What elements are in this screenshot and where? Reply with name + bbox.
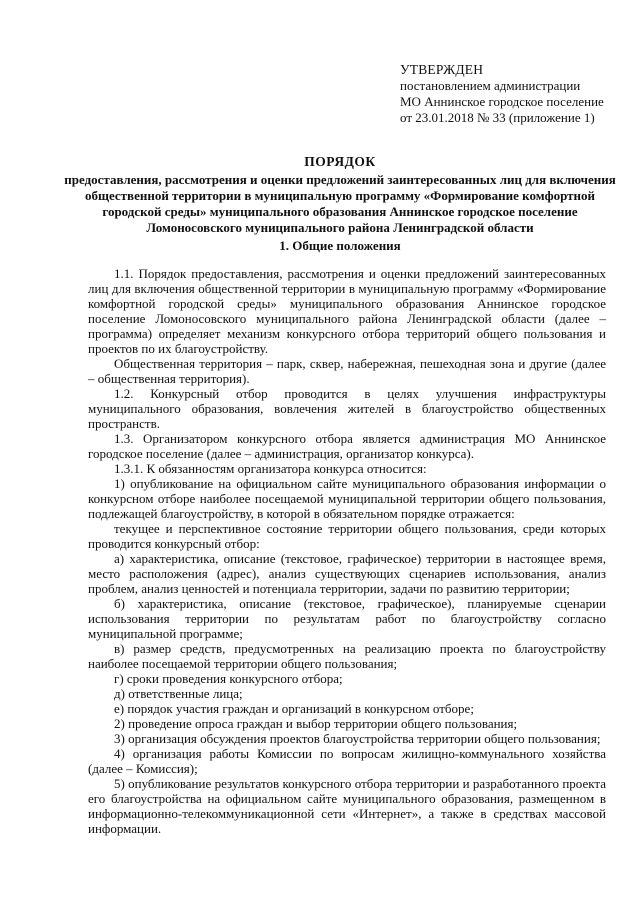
paragraph: д) ответственные лица; bbox=[114, 686, 243, 701]
approval-heading: УТВЕРЖДЕН bbox=[400, 62, 484, 77]
paragraph: б) характеристика, описание (текстовое, графическое), планируемые сценарии использования территории по результатам работ по благоустройству согласно муниципальной программе; bbox=[88, 596, 606, 641]
paragraph: 1.3. Организатором конкурсного отбора является администрация МО Аннинское городское поселение (далее – администрация, организатор конкурса). bbox=[88, 431, 606, 461]
approval-line-3: от 23.01.2018 № 33 (приложение 1) bbox=[400, 110, 595, 125]
paragraph: 1.1. Порядок предоставления, рассмотрения и оценки предложений заинтересованных лиц для включения общественной территории в муниципальную программу «Формирование комфортной городской среды» муниципального образования Аннинское городское поселение Ломоносовского муниципального района Ленинградской области (далее – программа) определяет механизм конкурсного отбора территорий общего пользования и проектов по их благоустройству. bbox=[88, 266, 606, 356]
paragraph: в) размер средств, предусмотренных на реализацию проекта по благоустройству наиболее посещаемой территории общего пользования; bbox=[88, 641, 606, 671]
paragraph: е) порядок участия граждан и организаций в конкурсном отборе; bbox=[114, 701, 474, 716]
document-subtitle: предоставления, рассмотрения и оценки предложений заинтересованных лиц для включения общественной территории в муниципальную программу «Формирование комфортной городской среды» муниципального образования Аннинское городское поселение Ломоносовского муниципального района Ленинградской области bbox=[64, 172, 616, 235]
paragraph: 4) организация работы Комиссии по вопросам жилищно-коммунального хозяйства (далее – Комиссия); bbox=[88, 746, 606, 776]
approval-line-1: постановлением администрации bbox=[400, 78, 581, 93]
approval-stamp bbox=[400, 62, 632, 126]
paragraph: г) сроки проведения конкурсного отбора; bbox=[114, 671, 343, 686]
paragraph: 1.3.1. К обязанностям организатора конкурса относится: bbox=[114, 461, 427, 476]
paragraph: 3) организация обсуждения проектов благоустройства территории общего пользования; bbox=[114, 731, 601, 746]
paragraph: 1.2. Конкурсный отбор проводится в целях улучшения инфраструктуры муниципального образования, вовлечения жителей в благоустройство общественных пространств. bbox=[88, 386, 606, 431]
section-title: 1. Общие положения bbox=[279, 238, 401, 253]
paragraph: 1) опубликование на официальном сайте муниципального образования информации о конкурсном отборе наиболее посещаемой муниципальной территории общего пользования, подлежащей благоустройству, в которой в обязательном порядке отражается: bbox=[88, 476, 606, 521]
approval-line-2: МО Аннинское городское поселение bbox=[400, 94, 604, 109]
document-title-block bbox=[60, 154, 620, 236]
document-heading: ПОРЯДОК bbox=[304, 154, 376, 169]
paragraph: Общественная территория – парк, сквер, набережная, пешеходная зона и другие (далее – общественная территория). bbox=[88, 356, 606, 386]
paragraph: а) характеристика, описание (текстовое, графическое) территории в настоящее время, место расположения (адрес), анализ существующих сценариев использования, анализ проблем, анализ ценностей и потенциала территории, задачи по развитию территории; bbox=[88, 551, 606, 596]
paragraph: 2) проведение опроса граждан и выбор территории общего пользования; bbox=[114, 716, 518, 731]
paragraph: текущее и перспективное состояние территории общего пользования, среди которых проводится конкурсный отбор: bbox=[88, 521, 606, 551]
paragraph: 5) опубликование результатов конкурсного отбора территории и разработанного проекта его благоустройства на официальном сайте муниципального образования, размещенном в информационно-телекоммуникационной сети «Интернет», а также в средствах массовой информации. bbox=[88, 776, 606, 836]
document-body bbox=[88, 266, 606, 836]
